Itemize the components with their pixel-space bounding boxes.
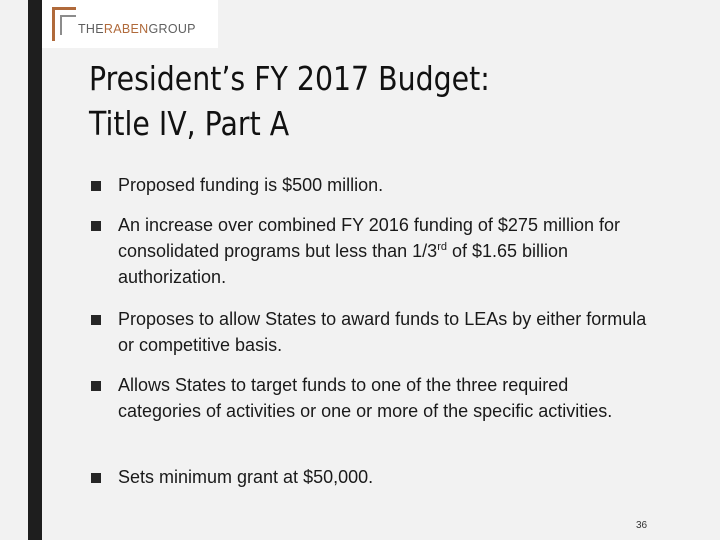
slide-title-line-2: Title IV, Part A [89,104,290,143]
page-number: 36 [636,520,648,531]
slide-title-line-1: President’s FY 2017 Budget: [89,59,490,98]
logo-mark-icon [52,7,76,41]
slide-title [89,56,605,146]
square-bullet-icon [91,181,101,191]
left-accent-bar [28,0,42,540]
bullet-item [89,372,649,424]
bullet-text: Proposes to allow States to award funds to LEAs by either formula or competitive basis. [118,309,647,355]
square-bullet-icon [91,221,101,231]
logo-wordmark [78,22,196,36]
bullet-text: Allows States to target funds to one of the three required categories of activities or one or more of the specific activities. [118,375,613,421]
bullet-text-continued: of $1.65 billion authorization. [118,241,569,287]
company-logo [42,0,218,48]
square-bullet-icon [91,315,101,325]
bullet-text-superscript: rd [437,241,447,253]
bullet-text: Proposed funding is $500 million. [118,175,384,195]
square-bullet-icon [91,381,101,391]
logo-wordmark-group: GROUP [148,22,196,36]
bullet-text: An increase over combined FY 2016 funding of $275 million for consolidated programs but less than 1/3 [118,215,620,261]
bullet-text: Sets minimum grant at $50,000. [118,467,374,487]
bullet-item [89,172,383,198]
logo-wordmark-raben: RABEN [103,22,149,36]
logo-wordmark-the: THE [78,22,104,36]
square-bullet-icon [91,473,101,483]
bullet-item [89,212,649,290]
bullet-item [89,306,649,358]
bullet-item [89,464,373,490]
